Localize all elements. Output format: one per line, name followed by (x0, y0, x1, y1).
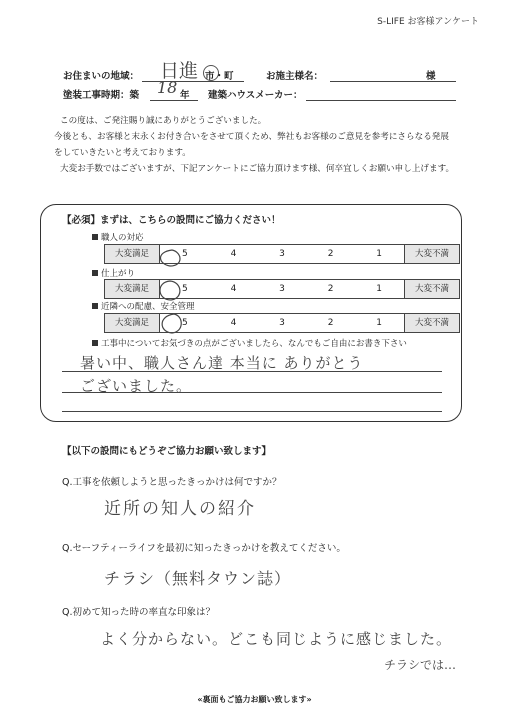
question-reason: Q.工事を依頼しようと思ったきっかけは何ですか？ (62, 477, 282, 488)
brand-title: S-LIFE お客様アンケート (377, 17, 479, 27)
rating-option-2[interactable]: 2 (327, 249, 334, 259)
years-suffix: 年 (180, 90, 190, 101)
required-heading: 【必須】まずは、こちらの設問にご協力ください！ (62, 215, 281, 226)
rating-option-4[interactable]: 4 (230, 249, 237, 259)
circle-mark-finish (160, 281, 180, 300)
scale-right-label: 大変不満 (404, 245, 459, 263)
bullet-square-icon (92, 270, 98, 276)
scale-left-label: 大変満足 (105, 245, 160, 263)
bullet-square-icon (92, 340, 98, 346)
rating-option-3[interactable]: 3 (279, 249, 285, 259)
scale-left-label: 大変満足 (105, 314, 160, 332)
years-underline (150, 100, 198, 101)
free-comment-line1: 暑い中、職人さん達 本当に ありがとう (80, 354, 364, 372)
client-label: お施主様名： (266, 71, 324, 82)
rating-option-3[interactable]: 3 (279, 318, 285, 328)
maker-label: 建築ハウスメーカー： (208, 90, 303, 101)
scale-right-label: 大変不満 (404, 280, 459, 298)
free-comment-line2: ございました。 (80, 377, 193, 395)
circle-mark-neighbor (162, 314, 181, 333)
intro-line: 今後とも、お客様と末永くお付き合いをさせて頂くため、弊社もお客様のご意見を参考にさらなる発展 (54, 132, 449, 142)
maker-underline (306, 100, 456, 101)
circle-mark-staff (161, 250, 181, 266)
footer-note: «裏面もご協力お願い致します» (197, 695, 312, 704)
years-label: 塗装工事時期：築 (63, 90, 140, 101)
answer-discovery: チラシ（無料タウン誌） (104, 569, 292, 588)
rating-option-2[interactable]: 2 (327, 318, 334, 328)
intro-line: をしていきたいと考えております。 (54, 148, 191, 158)
rating-option-5[interactable]: 5 (182, 249, 188, 259)
intro-line: この度は、ご発注賜り誠にありがとうございました。 (60, 116, 267, 126)
question-neighbor-label: 近隣への配慮、安全管理 (92, 300, 195, 312)
question-staff-label: 職人の対応 (92, 231, 144, 243)
rating-option-5[interactable]: 5 (182, 318, 188, 328)
bullet-square-icon (92, 303, 98, 309)
free-comment-prompt: 工事中についてお気づきの点がございましたら、なんでもご自由にお書き下さい (92, 337, 407, 349)
rating-option-5[interactable]: 5 (182, 284, 188, 294)
city-suffix: 市・町 (205, 71, 234, 82)
scale-right-label: 大変不満 (404, 314, 459, 332)
rating-option-3[interactable]: 3 (279, 284, 285, 294)
years-handwritten: 18 (157, 78, 178, 97)
comment-rule (62, 411, 442, 412)
rating-option-1[interactable]: 1 (376, 249, 382, 259)
rating-option-1[interactable]: 1 (376, 284, 382, 294)
rating-circle-marks (150, 236, 200, 338)
answer-impression-line1: よく分からない。どこも同じように感じました。 (100, 630, 453, 648)
scale-left-label: 大変満足 (105, 280, 160, 298)
answer-reason: 近所の知人の紹介 (104, 499, 256, 519)
answer-impression-line2: チラシでは… (384, 658, 457, 672)
rating-option-1[interactable]: 1 (376, 318, 382, 328)
question-finish-label: 仕上がり (92, 267, 135, 279)
optional-heading: 【以下の設問にもどうぞご協力お願い致します】 (62, 446, 272, 457)
intro-paragraph (54, 113, 494, 177)
area-handwritten: 日進 (160, 60, 199, 82)
client-underline (330, 81, 456, 82)
intro-line: 大変お手数ではございますが、下記アンケートにご協力頂けます様、何卒宜しくお願い申し上げます。 (60, 164, 455, 174)
rating-option-4[interactable]: 4 (230, 284, 237, 294)
question-discovery: Q.セーフティーライフを最初に知ったきっかけを教えてください。 (62, 543, 346, 554)
client-suffix: 様 (426, 71, 436, 82)
question-impression: Q.初めて知った時の率直な印象は？ (62, 607, 215, 618)
rating-option-2[interactable]: 2 (327, 284, 334, 294)
area-label: お住まいの地域： (63, 71, 140, 82)
bullet-square-icon (92, 234, 98, 240)
rating-option-4[interactable]: 4 (230, 318, 237, 328)
comment-rule (62, 392, 442, 393)
comment-rule (62, 371, 442, 372)
